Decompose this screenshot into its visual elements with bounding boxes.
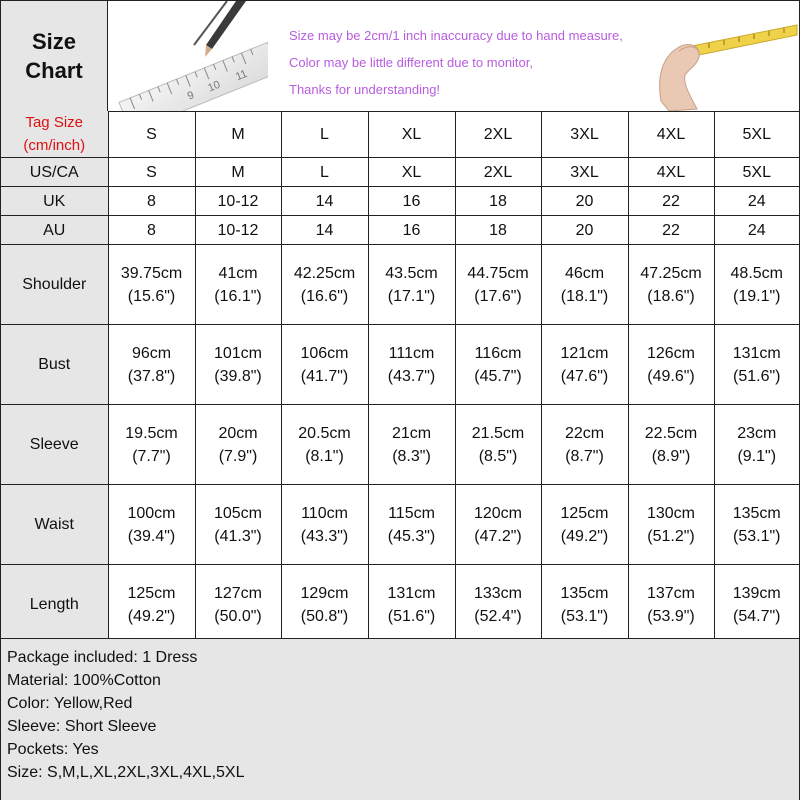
table-cell: 127cm (50.0") (195, 565, 281, 645)
table-cell: 137cm (53.9") (628, 565, 714, 645)
table-cell: 110cm (43.3") (281, 485, 368, 565)
table-cell: 18 (455, 216, 541, 245)
table-cell: L (281, 158, 368, 187)
table-cell: 16 (368, 187, 455, 216)
pen-ruler-icon (108, 1, 268, 111)
table-cell: 21.5cm (8.5") (455, 405, 541, 485)
table-cell: 22 (628, 187, 714, 216)
table-cell: 96cm (37.8") (108, 325, 195, 405)
tag-size-label (1, 111, 108, 158)
note-line: Color may be little different due to monitor, (289, 55, 533, 70)
table-cell: 131cm (51.6") (714, 325, 799, 405)
size-header: 4XL (628, 111, 714, 158)
table-cell: 22 (628, 216, 714, 245)
table-cell: 24 (714, 216, 799, 245)
detail-sleeve: Sleeve: Short Sleeve (7, 718, 157, 735)
table-row-length (1, 565, 799, 645)
table-cell: 46cm (18.1") (541, 245, 628, 325)
size-header: XL (368, 111, 455, 158)
size-header: S (108, 111, 195, 158)
table-cell: 18 (455, 187, 541, 216)
chart-header (1, 1, 799, 112)
size-header: M (195, 111, 281, 158)
detail-material: Material: 100%Cotton (7, 672, 161, 689)
table-cell: 8 (108, 187, 195, 216)
row-label: Bust (1, 325, 108, 405)
table-cell: 20 (541, 216, 628, 245)
table-cell: 131cm (51.6") (368, 565, 455, 645)
table-cell: 100cm (39.4") (108, 485, 195, 565)
table-cell: 135cm (53.1") (714, 485, 799, 565)
table-cell: 39.75cm (15.6") (108, 245, 195, 325)
table-cell: 14 (281, 216, 368, 245)
svg-text:9: 9 (185, 89, 196, 103)
table-row-sleeve (1, 405, 799, 485)
detail-sizes: Size: S,M,L,XL,2XL,3XL,4XL,5XL (7, 764, 245, 781)
table-cell: 116cm (45.7") (455, 325, 541, 405)
table-cell: 5XL (714, 158, 799, 187)
note-line: Size may be 2cm/1 inch inaccuracy due to hand measure, (289, 28, 623, 43)
table-cell: 21cm (8.3") (368, 405, 455, 485)
product-details (1, 638, 799, 800)
svg-text:11: 11 (234, 67, 250, 84)
table-cell: 106cm (41.7") (281, 325, 368, 405)
row-label: Length (1, 565, 108, 645)
size-header: L (281, 111, 368, 158)
table-cell: 125cm (49.2") (108, 565, 195, 645)
size-header: 2XL (455, 111, 541, 158)
table-cell: 139cm (54.7") (714, 565, 799, 645)
table-cell: 48.5cm (19.1") (714, 245, 799, 325)
table-cell: 101cm (39.8") (195, 325, 281, 405)
table-cell: 129cm (50.8") (281, 565, 368, 645)
table-cell: 121cm (47.6") (541, 325, 628, 405)
table-cell: 22cm (8.7") (541, 405, 628, 485)
row-label: US/CA (1, 158, 108, 187)
table-cell: 8 (108, 216, 195, 245)
table-cell: 3XL (541, 158, 628, 187)
table-cell: 23cm (9.1") (714, 405, 799, 485)
table-cell: M (195, 158, 281, 187)
table-cell: 130cm (51.2") (628, 485, 714, 565)
header-banner (108, 1, 799, 111)
row-label: Shoulder (1, 245, 108, 325)
table-cell: 20cm (7.9") (195, 405, 281, 485)
table-cell: 44.75cm (17.6") (455, 245, 541, 325)
row-label: Sleeve (1, 405, 108, 485)
table-row-bust (1, 325, 799, 405)
table-cell: 42.25cm (16.6") (281, 245, 368, 325)
table-cell: 14 (281, 187, 368, 216)
disclaimer-notes (289, 28, 623, 109)
tag-size-row (1, 111, 799, 158)
table-cell: XL (368, 158, 455, 187)
table-cell: 105cm (41.3") (195, 485, 281, 565)
row-label: Waist (1, 485, 108, 565)
hand-tape-measure-icon (639, 1, 799, 111)
table-row-uk (1, 187, 799, 216)
note-line: Thanks for understanding! (289, 82, 441, 97)
table-cell: 19.5cm (7.7") (108, 405, 195, 485)
table-cell: 47.25cm (18.6") (628, 245, 714, 325)
table-row-au (1, 216, 799, 245)
table-cell: S (108, 158, 195, 187)
table-cell: 111cm (43.7") (368, 325, 455, 405)
table-cell: 4XL (628, 158, 714, 187)
table-cell: 10-12 (195, 216, 281, 245)
size-header: 3XL (541, 111, 628, 158)
tag-size-label-text: Tag Size (cm/inch) (23, 114, 86, 154)
table-cell: 2XL (455, 158, 541, 187)
table-cell: 16 (368, 216, 455, 245)
detail-pockets: Pockets: Yes (7, 741, 99, 758)
table-cell: 20 (541, 187, 628, 216)
table-row-shoulder (1, 245, 799, 325)
table-cell: 133cm (52.4") (455, 565, 541, 645)
table-cell: 41cm (16.1") (195, 245, 281, 325)
table-cell: 43.5cm (17.1") (368, 245, 455, 325)
size-table (1, 111, 799, 645)
table-row-us-ca (1, 158, 799, 187)
detail-package: Package included: 1 Dress (7, 649, 198, 666)
table-cell: 10-12 (195, 187, 281, 216)
size-header: 5XL (714, 111, 799, 158)
row-label: UK (1, 187, 108, 216)
table-cell: 22.5cm (8.9") (628, 405, 714, 485)
table-cell: 115cm (45.3") (368, 485, 455, 565)
table-cell: 120cm (47.2") (455, 485, 541, 565)
table-cell: 126cm (49.6") (628, 325, 714, 405)
row-label: AU (1, 216, 108, 245)
size-chart-title: Size Chart (1, 1, 108, 111)
detail-color: Color: Yellow,Red (7, 695, 133, 712)
table-row-waist (1, 485, 799, 565)
table-cell: 24 (714, 187, 799, 216)
table-cell: 20.5cm (8.1") (281, 405, 368, 485)
table-cell: 125cm (49.2") (541, 485, 628, 565)
table-cell: 135cm (53.1") (541, 565, 628, 645)
svg-text:10: 10 (206, 78, 223, 95)
